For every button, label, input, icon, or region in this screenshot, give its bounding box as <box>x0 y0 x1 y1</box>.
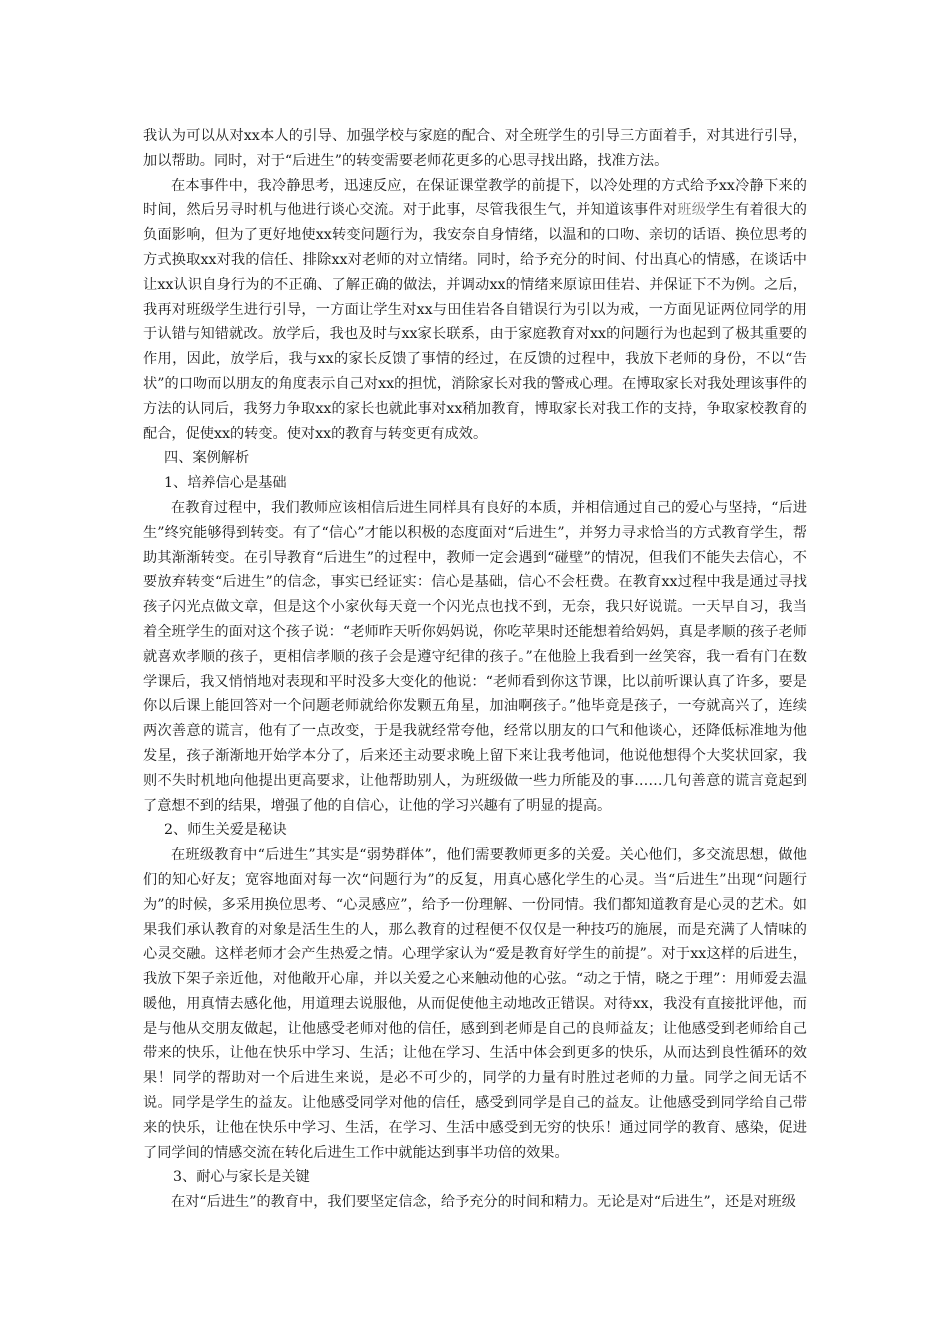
paragraph-2 <box>143 174 807 447</box>
paragraph-1: 我认为可以从对xx本人的引导、加强学校与家庭的配合、对全班学生的引导三方面着手，对其进行引导，加以帮助。同时，对于“后进生”的转变需要老师花更多的心思寻找出路，找准方法。 <box>143 128 807 169</box>
highlighted-word: 班级 <box>677 202 707 219</box>
subheading-confidence: 1、培养信心是基础 <box>164 475 287 492</box>
paragraph-patience: 在对“后进生”的教育中，我们要坚定信念，给予充分的时间和精力。无论是对“后进生”，还是对班级 <box>171 1194 796 1211</box>
subheading-patience: 3、耐心与家长是关键 <box>173 1169 310 1186</box>
document-body <box>143 124 807 1215</box>
subheading-care: 2、师生关爱是秘诀 <box>164 822 287 839</box>
paragraph-2-part-a: 在本事件中，我冷静思考，迅速反应，在保证课堂教学的前提下，以冷处理的方式给予xx冷静下来的时间，然后另寻时机与他进行谈心交流。对于此事，尽管我很生气，并知道该事件对 <box>143 177 807 219</box>
paragraph-confidence: 在教育过程中，我们教师应该相信后进生同样具有良好的本质，并相信通过自己的爱心与坚持，“后进生”终究能够得到转变。有了“信心”才能以积极的态度面对“后进生”，并努力寻求恰当的方式教育学生，帮助其渐渐转变。在引导教育“后进生”的过程中，教师一定会遇到“碰壁”的情况，但我们不能失去信心，不要放弃转变“后进生”的信念，事实已经证实：信心是基础，信心不会枉费。在教育xx过程中我是通过寻找孩子闪光点做文章，但是这个小家伙每天竟一个闪光点也找不到，无奈，我只好说谎。一天早自习，我当着全班学生的面对这个孩子说：“老师昨天听你妈妈说，你吃苹果时还能想着给妈妈，真是孝顺的孩子老师就喜欢孝顺的孩子，更相信孝顺的孩子会是遵守纪律的孩子。”在他脸上我看到一丝笑容，我一看有门在数学课后，我又悄悄地对表现和平时没多大变化的他说：“老师看到你这节课，比以前听课认真了许多，要是你以后课上能回答对一个问题老师就给你发颗五角星，加油啊孩子。”他毕竟是孩子，一夸就高兴了，连续两次善意的谎言，他有了一点改变，于是我就经常夸他，经常以朋友的口气和他谈心，还降低标准地为他发星，孩子渐渐地开始学本分了，后来还主动要求晚上留下来让我考他词，他说他想得个大奖状回家，我则不失时机地向他提出更高要求，让他帮助别人，为班级做一些力所能及的事……几句善意的谎言竟起到了意想不到的结果，增强了他的自信心，让他的学习兴趣有了明显的提高。 <box>143 499 807 814</box>
paragraph-2-part-b: 学生有着很大的负面影响，但为了更好地使xx转变问题行为，我安奈自身情绪，以温和的口吻、亲切的话语、换位思考的方式换取xx对我的信任、排除xx对老师的对立情绪。同时，给予充分的时间、付出真心的情感，在谈话中让xx认识自身行为的不正确、了解正确的做法，并调动xx的情绪来原谅田佳岩、并保证下不为例。之后，我再对班级学生进行引导，一方面让学生对xx与田佳岩各自错误行为引以为戒，一方面见证两位同学的用于认错与知错就改。放学后，我也及时与xx家长联系，由于家庭教育对xx的问题行为也起到了极其重要的作用，因此，放学后，我与xx的家长反馈了事情的经过，在反馈的过程中，我放下老师的身份，不以“告状”的口吻而以朋友的角度表示自己对xx的担忧，消除家长对我的警戒心理。在博取家长对我处理该事件的方法的认同后，我努力争取xx的家长也就此事对xx稍加教育，博取家长对我工作的支持，争取家校教育的配合，促使xx的转变。使对xx的教育与转变更有成效。 <box>143 202 807 442</box>
paragraph-care: 在班级教育中“后进生”其实是“弱势群体”，他们需要教师更多的关爱。关心他们，多交流思想，做他们的知心好友；宽容地面对每一次“问题行为”的反复，用真心感化学生的心灵。当“后进生”出现“问题行为”的时候，多采用换位思考、“心灵感应”，给予一份理解、一份同情。我们都知道教育是心灵的艺术。如果我们承认教育的对象是活生生的人，那么教育的过程便不仅仅是一种技巧的施展，而是充满了人情味的心灵交融。这样老师才会产生热爱之情。心理学家认为“爱是教育好学生的前提”。对于xx这样的后进生，我放下架子亲近他，对他敞开心扉，并以关爱之心来触动他的心弦。“动之于情，晓之于理”：用师爱去温暖他，用真情去感化他，用道理去说服他，从而促使他主动地改正错误。对待xx，我没有直接批评他，而是与他从交朋友做起，让他感受老师对他的信任，感到到老师是自己的良师益友；让他感受到老师给自己带来的快乐，让他在快乐中学习、生活；让他在学习、生活中体会到更多的快乐，从而达到良性循环的效果！同学的帮助对一个后进生来说，是必不可少的，同学的力量有时胜过老师的力量。同学之间无话不说。同学是学生的益友。让他感受同学对他的信任，感受到同学是自己的益友。让他感受到同学给自己带来的快乐，让他在快乐中学习、生活，在学习、生活中感受到无穷的快乐！通过同学的教育、感染，促进了同学间的情感交流在转化后进生工作中就能达到事半功倍的效果。 <box>143 847 807 1161</box>
section-heading-case-analysis: 四、案例解析 <box>164 450 250 467</box>
